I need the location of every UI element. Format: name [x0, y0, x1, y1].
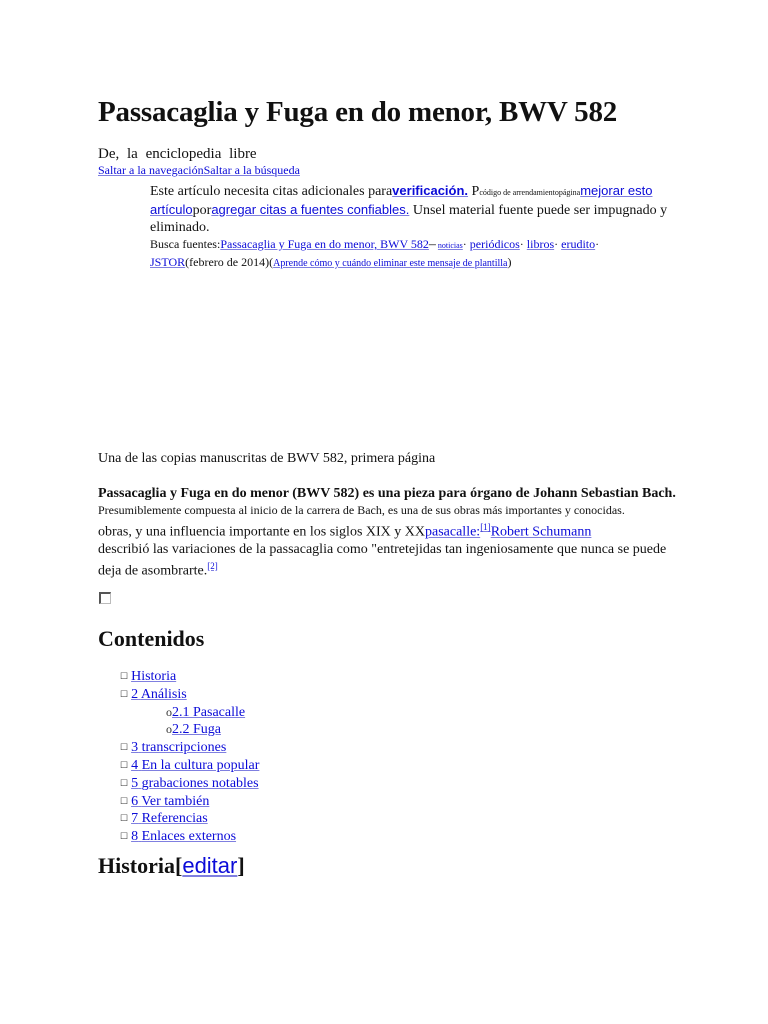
notice-text-por: por	[192, 203, 212, 218]
passacaglia-link[interactable]: pasacalle:	[425, 524, 481, 540]
square-bullet-icon: ☐	[120, 831, 129, 842]
image-caption: Una de las copias manuscritas de BWV 582, primera página	[98, 451, 436, 466]
notice-text-p: P	[468, 184, 480, 199]
toc-link-grabaciones[interactable]	[131, 776, 259, 791]
improve-article-link[interactable]: mejorar esto artículo	[150, 183, 653, 217]
toc-item	[120, 704, 259, 722]
toc-label: Pasacalle	[193, 704, 246, 720]
robert-schumann-link[interactable]: Robert Schumann	[490, 524, 592, 540]
toc-link-enlaces-externos[interactable]	[131, 829, 236, 844]
toc-number: 6	[131, 793, 139, 809]
lead-text-1: es una pieza para	[359, 486, 471, 501]
news-link[interactable]: noticias	[437, 241, 463, 250]
toc-label: transcripciones	[141, 740, 227, 756]
skip-to-navigation-link[interactable]: Saltar a la navegación	[98, 163, 204, 177]
toc-label: En la cultura popular	[141, 757, 260, 773]
composer-text: Johann Sebastian Bach.	[533, 486, 676, 501]
contents-heading: Contenidos	[98, 626, 205, 651]
page-title: Passacaglia y Fuga en do menor, BWV 582	[98, 96, 618, 128]
edit-bracket-open: [	[175, 853, 183, 878]
toc-item	[120, 775, 259, 793]
jstor-link[interactable]: JSTOR	[150, 255, 186, 269]
history-heading	[98, 853, 245, 879]
toc-number: 2	[131, 686, 139, 702]
citation-notice: Este artículo necesita citas adicionales paraverificación. Pcódigo de arrendamientopáginamejorar esto artículoporagregar citas a fuentes confiables. Unsel material fuente puede ser impugnado y eliminado. Busca fuentes:Passacaglia y Fuga en do menor, BWV 582– noticias· periódicos· libros· erudito· JSTOR(febrero de 2014)(Aprende cómo y cuándo eliminar este mensaje de plantilla)	[150, 183, 668, 269]
notice-text: Este artículo necesita citas adicionales para	[150, 184, 393, 199]
edit-section-link[interactable]: editar	[182, 853, 238, 878]
verification-link[interactable]: verificación.	[392, 183, 469, 198]
learn-remove-link[interactable]: Aprende cómo y cuándo eliminar este mensaje de plantilla	[273, 258, 508, 269]
toc-link-cultura-popular[interactable]	[131, 758, 259, 773]
toc-item	[120, 757, 259, 775]
toc-link-referencias[interactable]	[131, 811, 208, 826]
notice-tiny-text: código de arrendamientopágina	[479, 188, 581, 197]
toc-number: 5	[131, 775, 139, 791]
lead-bold-title: Passacaglia y Fuga en do menor (BWV 582)	[98, 486, 360, 501]
circle-bullet-icon: o	[166, 704, 172, 719]
books-link[interactable]: libros	[526, 237, 555, 251]
toc-number: 7	[131, 811, 139, 827]
lead-paragraph	[98, 485, 688, 579]
toc-number: 2.1	[172, 704, 190, 720]
reference-2-link[interactable]: [2]	[207, 560, 218, 571]
from-line: De, la enciclopedia libre	[98, 146, 257, 162]
square-bullet-icon: ☐	[120, 795, 129, 806]
find-sources-label: Busca fuentes:	[150, 237, 221, 251]
toc-number: 8	[131, 829, 139, 845]
skip-links	[98, 163, 300, 178]
lead-text-2: de	[512, 486, 534, 501]
lead-text-4: describió las variaciones de la passacaglia como "entretejidas tan ingeniosamente que nunca se puede deja de asombrarte.	[98, 541, 667, 579]
find-sources-query-link[interactable]: Passacaglia y Fuga en do menor, BWV 582	[220, 237, 429, 251]
toc-link-ver-tambien[interactable]	[131, 794, 209, 809]
lead-text-3: obras, y una influencia importante en los siglos XIX y XX	[98, 524, 425, 540]
toc-number: 4	[131, 757, 139, 773]
toc-item	[120, 686, 259, 704]
toc-label: Enlaces externos	[141, 829, 237, 845]
toc-label: Análisis	[140, 686, 187, 702]
square-bullet-icon: ☐	[120, 671, 129, 681]
toc-item	[120, 793, 259, 811]
square-bullet-icon: ☐	[120, 688, 129, 699]
toc-item	[120, 739, 259, 757]
toc-item	[120, 721, 259, 739]
toc-label: grabaciones notables	[141, 775, 259, 791]
edit-bracket-close: ]	[237, 853, 245, 878]
history-heading-text: Historia	[98, 853, 175, 878]
square-bullet-icon: ☐	[120, 759, 129, 770]
toc-label: Historia	[131, 669, 177, 684]
notice-text-2: Unsel material fuente puede ser impugnado y eliminado.	[150, 203, 668, 235]
toc-link-pasacalle[interactable]	[172, 705, 245, 720]
scholar-link[interactable]: erudito	[561, 237, 596, 251]
dash: –	[428, 237, 436, 252]
toc-label: Ver también	[141, 793, 210, 809]
square-bullet-icon: ☐	[120, 777, 129, 788]
toc-item	[120, 828, 259, 846]
toc-number: 2.2	[172, 722, 190, 738]
reference-1-link[interactable]: [1]	[480, 522, 491, 532]
toc-toggle-checkbox[interactable]	[99, 592, 111, 604]
toc-number: 3	[131, 740, 139, 756]
skip-to-search-link[interactable]: Saltar a la búsqueda	[203, 163, 300, 177]
toc-label: Fuga	[193, 722, 221, 738]
toc-link-fuga[interactable]	[172, 722, 221, 737]
table-of-contents	[120, 668, 259, 846]
toc-item	[120, 668, 259, 686]
toc-link-analisis[interactable]	[131, 687, 187, 702]
toc-link-historia[interactable]	[131, 669, 176, 684]
add-citations-link[interactable]: agregar citas a fuentes confiables.	[211, 202, 410, 217]
circle-bullet-icon: o	[166, 722, 172, 737]
date-text: (febrero de 2014)(	[185, 255, 274, 269]
square-bullet-icon: ☐	[120, 813, 129, 824]
newspapers-link[interactable]: periódicos	[469, 237, 520, 251]
organ-text: órgano	[470, 486, 513, 501]
lead-small-text: Presumiblemente compuesta al inicio de la carrera de Bach, es una de sus obras más importantes y conocidas.	[98, 503, 625, 517]
toc-label: Referencias	[141, 811, 208, 827]
close-paren: )	[507, 255, 512, 269]
square-bullet-icon: ☐	[120, 742, 129, 753]
toc-link-transcripciones[interactable]	[131, 740, 226, 755]
toc-item	[120, 810, 259, 828]
